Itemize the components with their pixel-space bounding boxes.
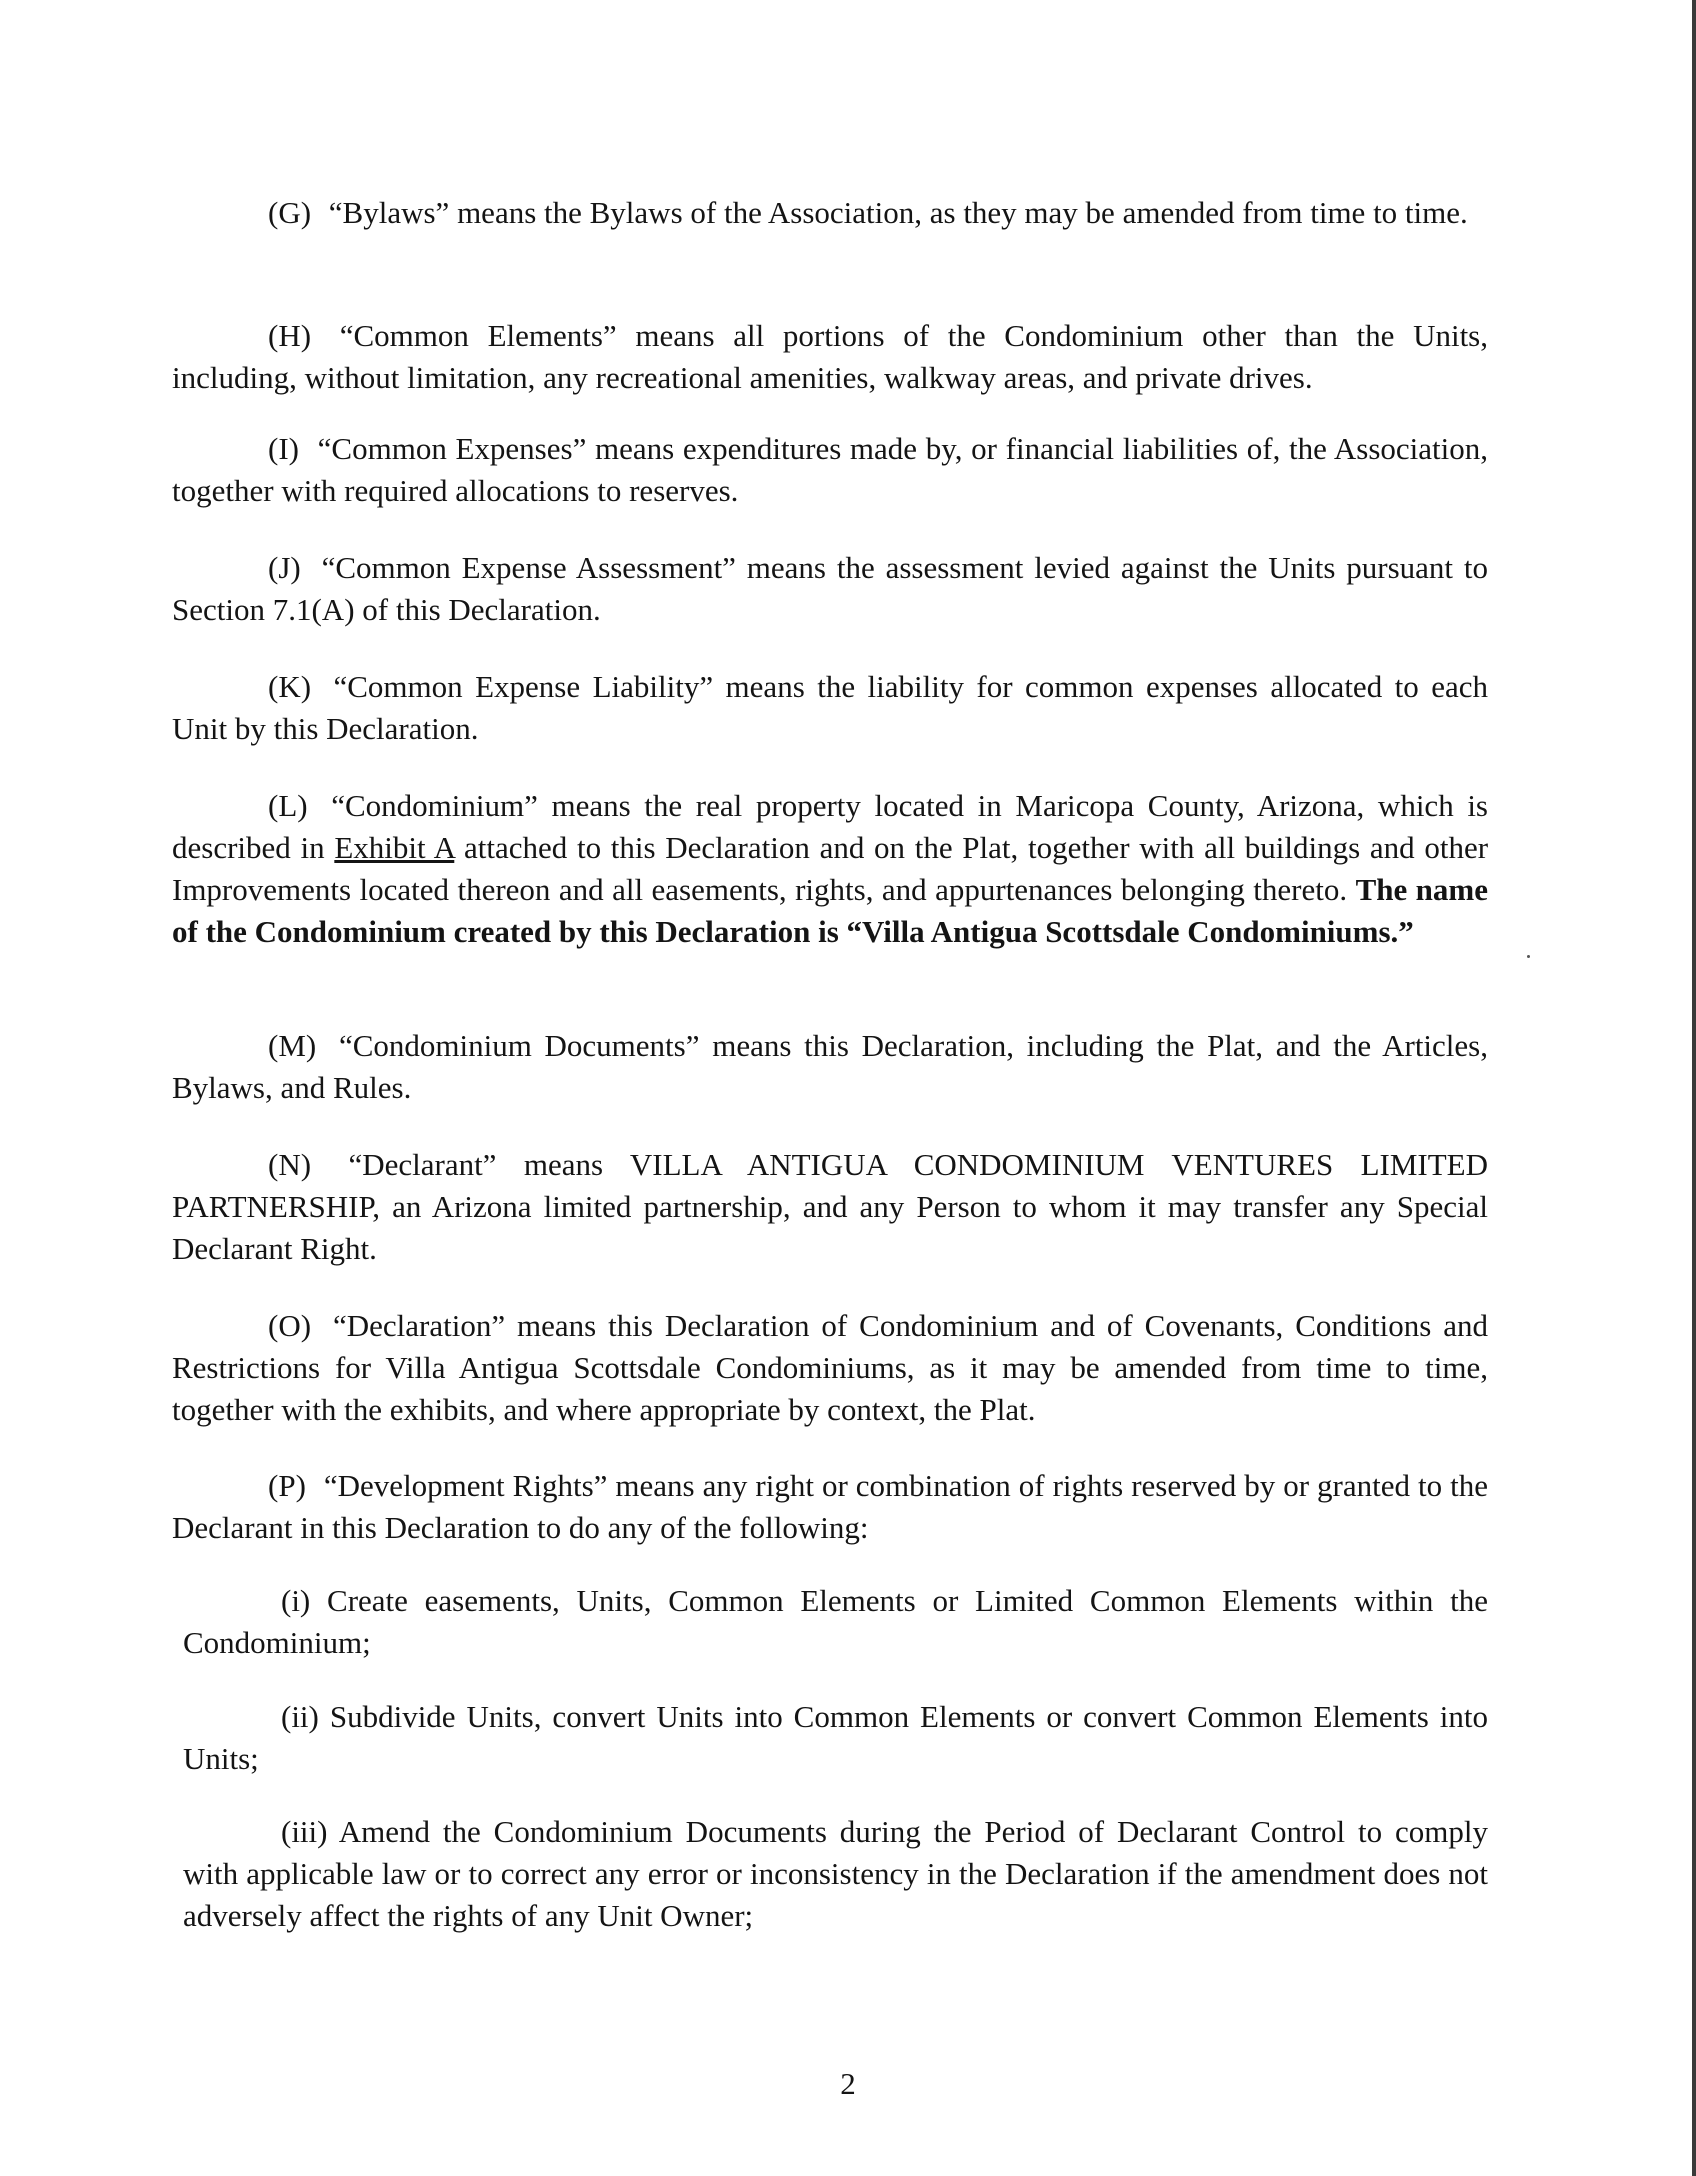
subitem-label: (ii) (281, 1699, 319, 1734)
subitem-text: Amend the Condominium Documents during the Period of Declarant Control to comply with applicable law or to correct any error or inconsistency in the Declaration if the amendment does not adversely affect the rights of any Unit Owner; (183, 1814, 1488, 1933)
definition-paragraph-i (172, 428, 1488, 512)
definition-paragraph-m (172, 1025, 1488, 1109)
paragraph-label: (M) (268, 1028, 317, 1063)
definition-paragraph-h (172, 315, 1488, 399)
scan-speck (1527, 955, 1530, 958)
development-right-item-iii (183, 1811, 1488, 1937)
subitem-label: (i) (281, 1583, 311, 1618)
definition-paragraph-o (172, 1305, 1488, 1431)
paragraph-text: “Common Expense Liability” means the liability for common expenses allocated to each Unit by this Declaration. (172, 669, 1488, 746)
definition-paragraph-n (172, 1144, 1488, 1270)
definition-paragraph-j (172, 547, 1488, 631)
development-right-item-i (183, 1580, 1488, 1664)
condominium-name-statement: The name of the Condominium created by this Declaration is “Villa Antigua Scottsdale Condominiums.” (172, 872, 1489, 949)
scan-edge-border (1692, 0, 1696, 2176)
exhibit-reference: Exhibit A (334, 830, 455, 865)
paragraph-text-before: “Condominium” means the real property located in Maricopa County, Arizona, which is described in (172, 788, 1488, 865)
paragraph-label: (I) (268, 431, 299, 466)
paragraph-label: (H) (268, 318, 312, 353)
paragraph-label: (L) (268, 788, 308, 823)
definition-paragraph-g (172, 192, 1488, 234)
paragraph-text: “Declarant” means VILLA ANTIGUA CONDOMINIUM VENTURES LIMITED PARTNERSHIP, an Arizona limited partnership, and any Person to whom it may transfer any Special Declarant Right. (172, 1147, 1489, 1266)
paragraph-label: (N) (268, 1147, 312, 1182)
paragraph-text-after: attached to this Declaration and on the Plat, together with all buildings and other Improvements located thereon and all easements, rights, and appurtenances belonging thereto. (172, 830, 1489, 907)
paragraph-label: (K) (268, 669, 312, 704)
definition-paragraph-k (172, 666, 1488, 750)
paragraph-label: (J) (268, 550, 301, 585)
paragraph-label: (P) (268, 1468, 306, 1503)
paragraph-text: “Common Elements” means all portions of the Condominium other than the Units, including, without limitation, any recreational amenities, walkway areas, and private drives. (172, 318, 1488, 395)
subitem-label: (iii) (281, 1814, 328, 1849)
paragraph-text: “Bylaws” means the Bylaws of the Association, as they may be amended from time to time. (328, 195, 1468, 230)
paragraph-label: (O) (268, 1308, 312, 1343)
paragraph-text: “Common Expenses” means expenditures made by, or financial liabilities of, the Association, together with required allocations to reserves. (172, 431, 1488, 508)
paragraph-label: (G) (268, 195, 312, 230)
paragraph-text: “Development Rights” means any right or combination of rights reserved by or granted to the Declarant in this Declaration to do any of the following: (172, 1468, 1488, 1545)
definition-paragraph-l (172, 785, 1488, 953)
development-right-item-ii (183, 1696, 1488, 1780)
subitem-text: Subdivide Units, convert Units into Common Elements or convert Common Elements into Units; (183, 1699, 1489, 1776)
paragraph-text: “Common Expense Assessment” means the assessment levied against the Units pursuant to Section 7.1(A) of this Declaration. (172, 550, 1489, 627)
page-number: 2 (840, 2066, 856, 2101)
definition-paragraph-p (172, 1465, 1488, 1549)
subitem-text: Create easements, Units, Common Elements or Limited Common Elements within the Condominium; (183, 1583, 1489, 1660)
paragraph-text: “Condominium Documents” means this Declaration, including the Plat, and the Articles, Bylaws, and Rules. (172, 1028, 1488, 1105)
paragraph-text: “Declaration” means this Declaration of Condominium and of Covenants, Conditions and Restrictions for Villa Antigua Scottsdale Condominiums, as it may be amended from time to time, together with the exhibits, and where appropriate by context, the Plat. (172, 1308, 1489, 1427)
